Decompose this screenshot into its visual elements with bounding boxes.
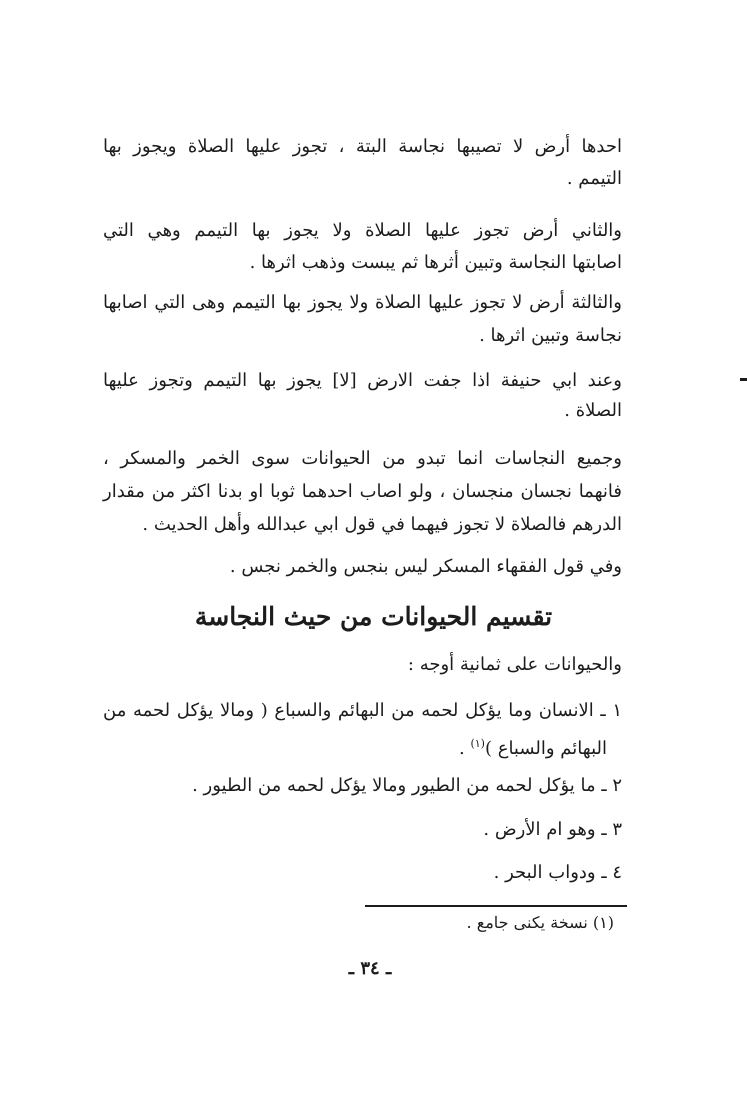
list-item-2: ٢ ـ ما يؤكل لحمه من الطيور ومالا يؤكل لحمه من الطيور .	[192, 775, 622, 796]
paragraph-6-line-1: وفي قول الفقهاء المسكر ليس بنجس والخمر نجس .	[229, 556, 622, 577]
list-item-1-line-1: ١ ـ الانسان وما يؤكل لحمه من البهائم والسباع ( ومالا يؤكل لحمه من	[103, 700, 622, 721]
paragraph-4-line-2: الصلاة .	[564, 400, 622, 421]
paragraph-3-line-2: نجاسة وتبين اثرها .	[479, 325, 622, 346]
paragraph-4-line-1: وعند ابي حنيفة اذا جفت الارض [لا] يجوز بها التيمم وتجوز عليها	[103, 370, 622, 391]
paragraph-2-line-1: والثاني أرض تجوز عليها الصلاة ولا يجوز بها التيمم وهي التي	[103, 220, 622, 241]
paragraph-5-line-3: الدرهم فالصلاة لا تجوز فيهما في قول ابي عبدالله وأهل الحديث .	[142, 514, 622, 535]
paragraph-5-line-2: فانهما نجسان منجسان ، ولو اصاب احدهما ثوبا او بدنا اكثر من مقدار	[103, 481, 622, 502]
section-heading: تقسيم الحيوانات من حيث النجاسة	[194, 602, 553, 631]
list-item-1-text: البهائم والسباع )	[484, 738, 607, 759]
intro-line: والحيوانات على ثمانية أوجه :	[407, 654, 622, 675]
list-item-4: ٤ ـ ودواب البحر .	[493, 862, 622, 883]
paragraph-5-line-1: وجميع النجاسات انما تبدو من الحيوانات سوى الخمر والمسكر ،	[103, 448, 622, 469]
list-item-3: ٣ ـ وهو ام الأرض .	[483, 819, 622, 840]
paragraph-3-line-1: والثالثة أرض لا تجوز عليها الصلاة ولا يجوز بها التيمم وهى التي اصابها	[103, 292, 622, 313]
list-item-1-tail: .	[458, 738, 471, 759]
list-item-1-line-2	[459, 729, 607, 759]
footnote-reference: (١)	[470, 737, 485, 750]
footnote-text: (١) نسخة يكنى جامع .	[466, 913, 614, 932]
page-number: ـ ٣٤ ـ	[348, 958, 392, 979]
paragraph-2-line-2: اصابتها النجاسة وتبين أثرها ثم يبست وذهب اثرها .	[249, 252, 622, 273]
scan-edge-mark	[740, 378, 747, 381]
paragraph-1-line-2: التيمم .	[566, 168, 622, 189]
footnote-divider	[365, 905, 627, 907]
paragraph-1-line-1: احدها أرض لا تصيبها نجاسة البتة ، تجوز عليها الصلاة ويجوز بها	[103, 136, 622, 157]
